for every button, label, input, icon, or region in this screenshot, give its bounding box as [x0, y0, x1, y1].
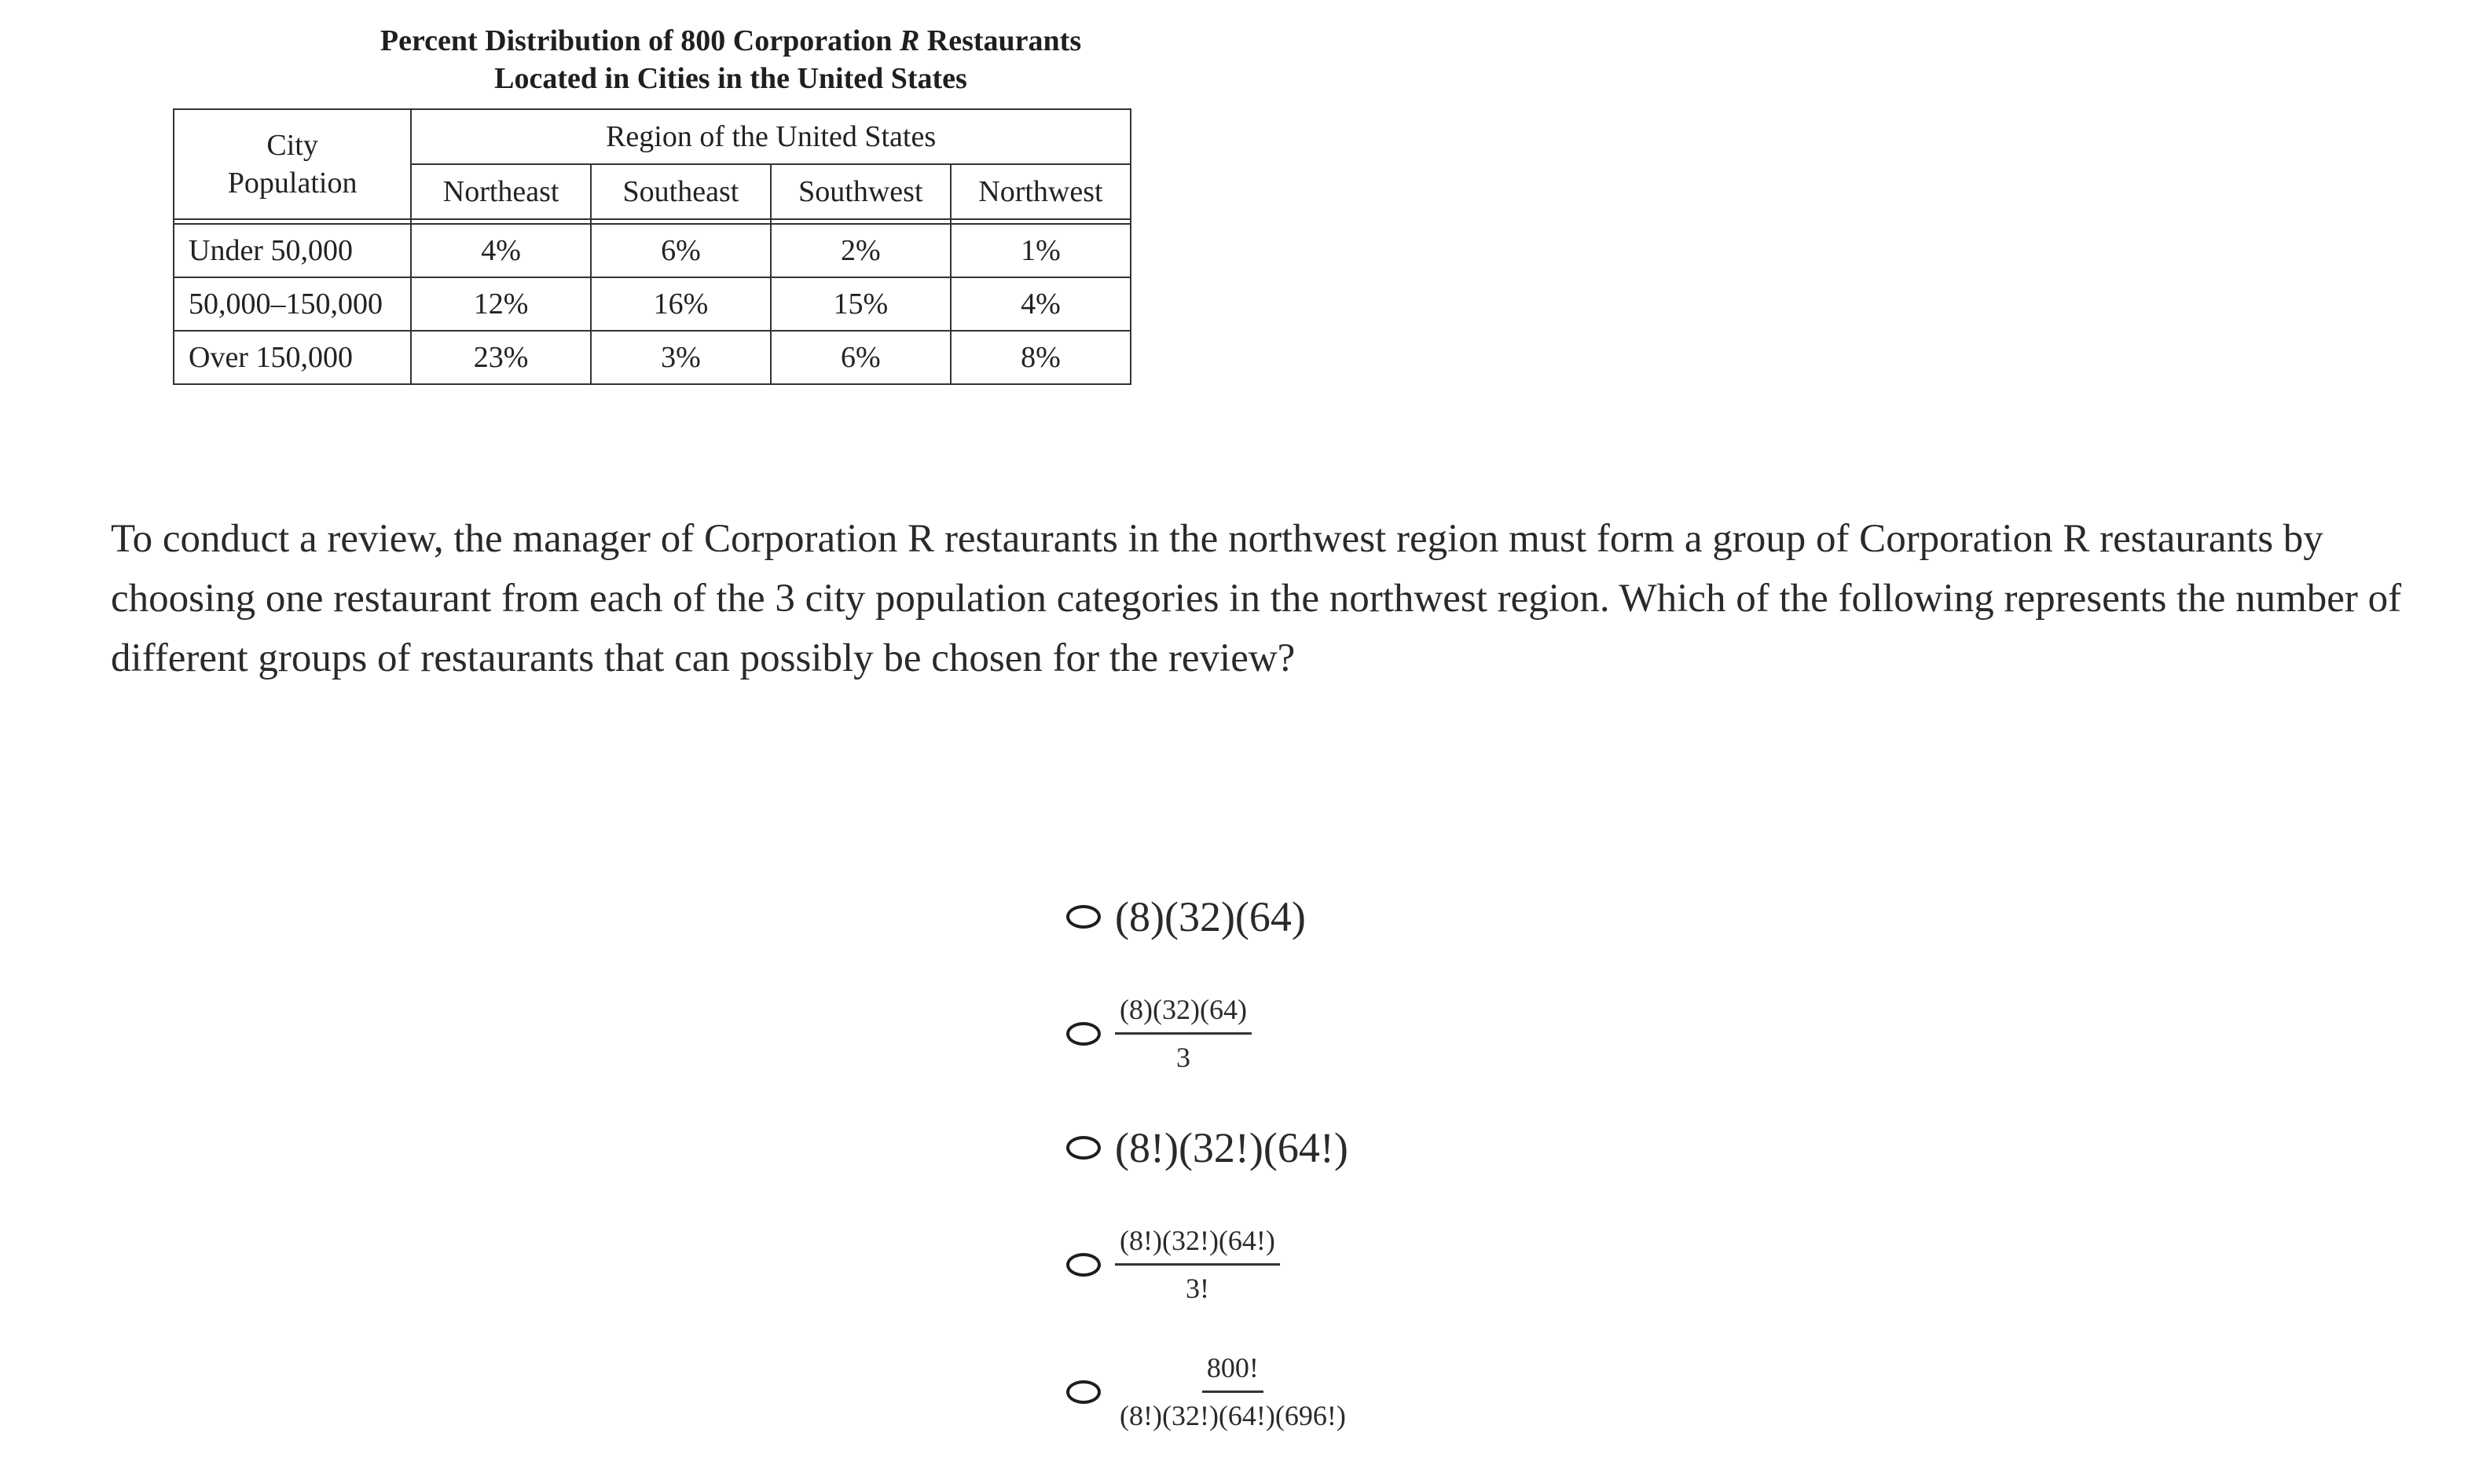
- fraction-denominator: 3: [1175, 1042, 1190, 1073]
- radio-button-icon[interactable]: [1066, 1022, 1101, 1046]
- answer-choice-a[interactable]: [1066, 892, 1306, 941]
- fraction-denominator: 3!: [1185, 1273, 1209, 1304]
- row-label: Under 50,000: [174, 224, 411, 277]
- table-cell: 4%: [951, 277, 1131, 331]
- table-cell: 6%: [771, 331, 951, 384]
- radio-button-icon[interactable]: [1066, 905, 1101, 929]
- answer-choice-c[interactable]: [1066, 1123, 1348, 1172]
- table-cell: 8%: [951, 331, 1131, 384]
- region-northwest-header: Northwest: [951, 164, 1131, 219]
- region-northeast-header: Northeast: [411, 164, 591, 219]
- question-text: To conduct a review, the manager of Corporation R restaurants in the northwest region must form a group of Corporation R restaurants by choosing one restaurant from each of the 3 city population categories in the northwest region. Which of the following represents the number of different groups of restaurants that can possibly be chosen for the review?: [111, 517, 2402, 680]
- answer-choice-b[interactable]: [1066, 991, 1252, 1075]
- table-cell: 1%: [951, 224, 1131, 277]
- table-cell: 6%: [591, 224, 771, 277]
- table-cell: 4%: [411, 224, 591, 277]
- fraction-denominator: (8!)(32!)(64!)(696!): [1120, 1400, 1346, 1431]
- table-title-line1: Percent Distribution of 800 Corporation R Restaurants: [380, 24, 1082, 57]
- radio-button-icon[interactable]: [1066, 1136, 1101, 1160]
- city-population-header: City Population: [174, 109, 411, 219]
- region-southeast-header: Southeast: [591, 164, 771, 219]
- fraction-numerator: (8!)(32!)(64!): [1115, 1222, 1280, 1266]
- row-label: Over 150,000: [174, 331, 411, 384]
- radio-button-icon[interactable]: [1066, 1380, 1101, 1404]
- choice-expression: (8!)(32!)(64!): [1115, 1124, 1348, 1171]
- radio-button-icon[interactable]: [1066, 1253, 1101, 1277]
- fraction-numerator: (8)(32)(64): [1115, 991, 1252, 1035]
- table-cell: 3%: [591, 331, 771, 384]
- table-row: [174, 224, 1131, 277]
- choice-expression: (8)(32)(64): [1115, 893, 1306, 940]
- choice-fraction: [1115, 1350, 1351, 1434]
- choice-fraction: [1115, 991, 1252, 1075]
- row-label: 50,000–150,000: [174, 277, 411, 331]
- table-cell: 16%: [591, 277, 771, 331]
- table-cell: 12%: [411, 277, 591, 331]
- table-cell: 23%: [411, 331, 591, 384]
- choice-fraction: [1115, 1222, 1280, 1306]
- answer-choice-e[interactable]: [1066, 1350, 1351, 1434]
- table-row: [174, 277, 1131, 331]
- region-header: Region of the United States: [411, 109, 1131, 164]
- region-southwest-header: Southwest: [771, 164, 951, 219]
- table-cell: 15%: [771, 277, 951, 331]
- table-cell: 2%: [771, 224, 951, 277]
- table-title-line2: Located in Cities in the United States: [494, 62, 967, 95]
- fraction-numerator: 800!: [1202, 1350, 1263, 1393]
- distribution-table: [173, 108, 1131, 385]
- table-title: [173, 22, 1289, 97]
- answer-choice-d[interactable]: [1066, 1222, 1280, 1306]
- table-row: [174, 331, 1131, 384]
